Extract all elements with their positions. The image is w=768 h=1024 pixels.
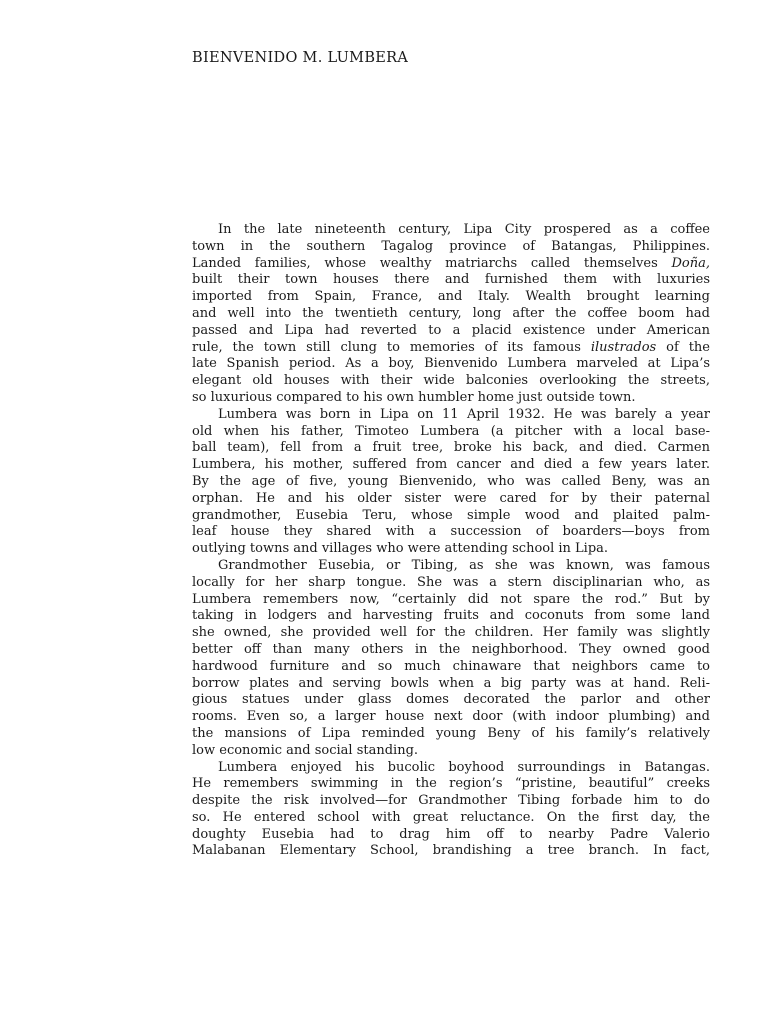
text-line [192,256,710,273]
text-line [192,424,710,441]
text-line-content: doughty Eusebia had to drag him off to nearby Padre Valerio [192,826,710,842]
text-line [192,474,710,491]
text-line [192,508,710,525]
text-line [192,843,710,860]
text-line [192,592,710,609]
text-line-content: so. He entered school with great reluctance. On the first day, the [192,809,710,825]
text-line-tail: of the [656,339,710,355]
text-line [192,289,710,306]
text-line-content: late Spanish period. As a boy, Bienvenido Lumbera marveled at Lipa’s [192,356,710,372]
text-line-content: taking in lodgers and harvesting fruits and coconuts from some land [192,608,710,624]
text-line [192,827,710,844]
text-line [192,659,710,676]
text-line-content: low economic and social standing. [192,742,419,758]
text-line [192,760,710,777]
text-line [192,776,710,793]
text-line [192,558,710,575]
text-line-content: the mansions of Lipa reminded young Beny of his family’s relatively [192,725,710,741]
text-line-content: despite the risk involved—for Grandmother Tibing forbade him to do [192,793,710,809]
text-line [192,810,710,827]
text-line [192,743,710,760]
italic-term: Doña, [671,255,710,271]
text-line-content: Lumbera remembers now, “certainly did not spare the rod.” But by [192,591,710,607]
text-line-content: orphan. He and his older sister were cared for by their paternal [192,490,710,506]
text-line [192,340,710,357]
text-line-content: Grandmother Eusebia, or Tibing, as she was known, was famous [218,557,710,573]
text-line [192,692,710,709]
text-line-content: Malabanan Elementary School, brandishing a tree branch. In fact, [192,843,710,859]
text-line-content: By the age of five, young Bienvenido, who was called Beny, was an [192,473,710,489]
text-line-content: better off than many others in the neighborhood. They owned good [192,641,710,657]
text-line [192,541,710,558]
text-line-content: He remembers swimming in the region’s “pristine, beautiful” creeks [192,776,710,792]
text-line-content: so luxurious compared to his own humbler home just outside town. [192,389,636,405]
text-line-content: imported from Spain, France, and Italy. Wealth brought learning [192,289,710,305]
text-line [192,306,710,323]
text-line-content: rooms. Even so, a larger house next door (with indoor plumbing) and [192,709,710,725]
text-line [192,373,710,390]
text-line-content: built their town houses there and furnished them with luxuries [192,272,710,288]
text-line-content: rule, the town still clung to memories of its famous [192,339,591,355]
text-line-content: elegant old houses with their wide balconies overlooking the streets, [192,373,710,389]
text-line [192,356,710,373]
text-line [192,491,710,508]
text-line [192,575,710,592]
text-line [192,440,710,457]
text-line-content: borrow plates and serving bowls when a big party was at hand. Reli- [192,675,710,691]
text-line-content: ball team), fell from a fruit tree, broke his back, and died. Carmen [192,440,710,456]
body-text [192,222,710,860]
text-line [192,524,710,541]
text-line-content: grandmother, Eusebia Teru, whose simple wood and plaited palm- [192,507,710,523]
text-line-content: and well into the twentieth century, long after the coffee boom had [192,305,710,321]
text-line-content: locally for her sharp tongue. She was a stern disciplinarian who, as [192,574,710,590]
text-line-content: outlying towns and villages who were attending school in Lipa. [192,541,609,557]
text-line [192,608,710,625]
text-line [192,726,710,743]
text-line-content: she owned, she provided well for the children. Her family was slightly [192,625,710,641]
text-line [192,625,710,642]
text-line [192,709,710,726]
text-line-content: Landed families, whose wealthy matriarchs called themselves [192,255,672,271]
text-line [192,457,710,474]
running-header-author: BIENVENIDO M. LUMBERA [192,50,409,66]
text-line [192,793,710,810]
text-line [192,272,710,289]
text-line-content: Lumbera enjoyed his bucolic boyhood surroundings in Batangas. [218,759,710,775]
text-line-content: leaf house they shared with a succession of boarders—boys from [192,524,710,540]
italic-term: ilustrados [590,339,657,355]
text-line [192,676,710,693]
text-line [192,390,710,407]
text-line-content: hardwood furniture and so much chinaware that neighbors came to [192,658,710,674]
text-line [192,222,710,239]
text-line-content: passed and Lipa had reverted to a placid existence under American [192,322,710,338]
text-line-content: town in the southern Tagalog province of Batangas, Philippines. [192,238,710,254]
text-line [192,323,710,340]
text-line [192,642,710,659]
text-line [192,407,710,424]
text-line [192,239,710,256]
text-line-content: gious statues under glass domes decorated the parlor and other [192,692,710,708]
text-line-content: Lumbera was born in Lipa on 11 April 1932. He was barely a year [218,406,710,422]
text-line-content: old when his father, Timoteo Lumbera (a pitcher with a local base- [192,423,710,439]
text-line-content: In the late nineteenth century, Lipa City prospered as a coffee [218,222,710,237]
text-line-content: Lumbera, his mother, suffered from cancer and died a few years later. [192,457,710,473]
